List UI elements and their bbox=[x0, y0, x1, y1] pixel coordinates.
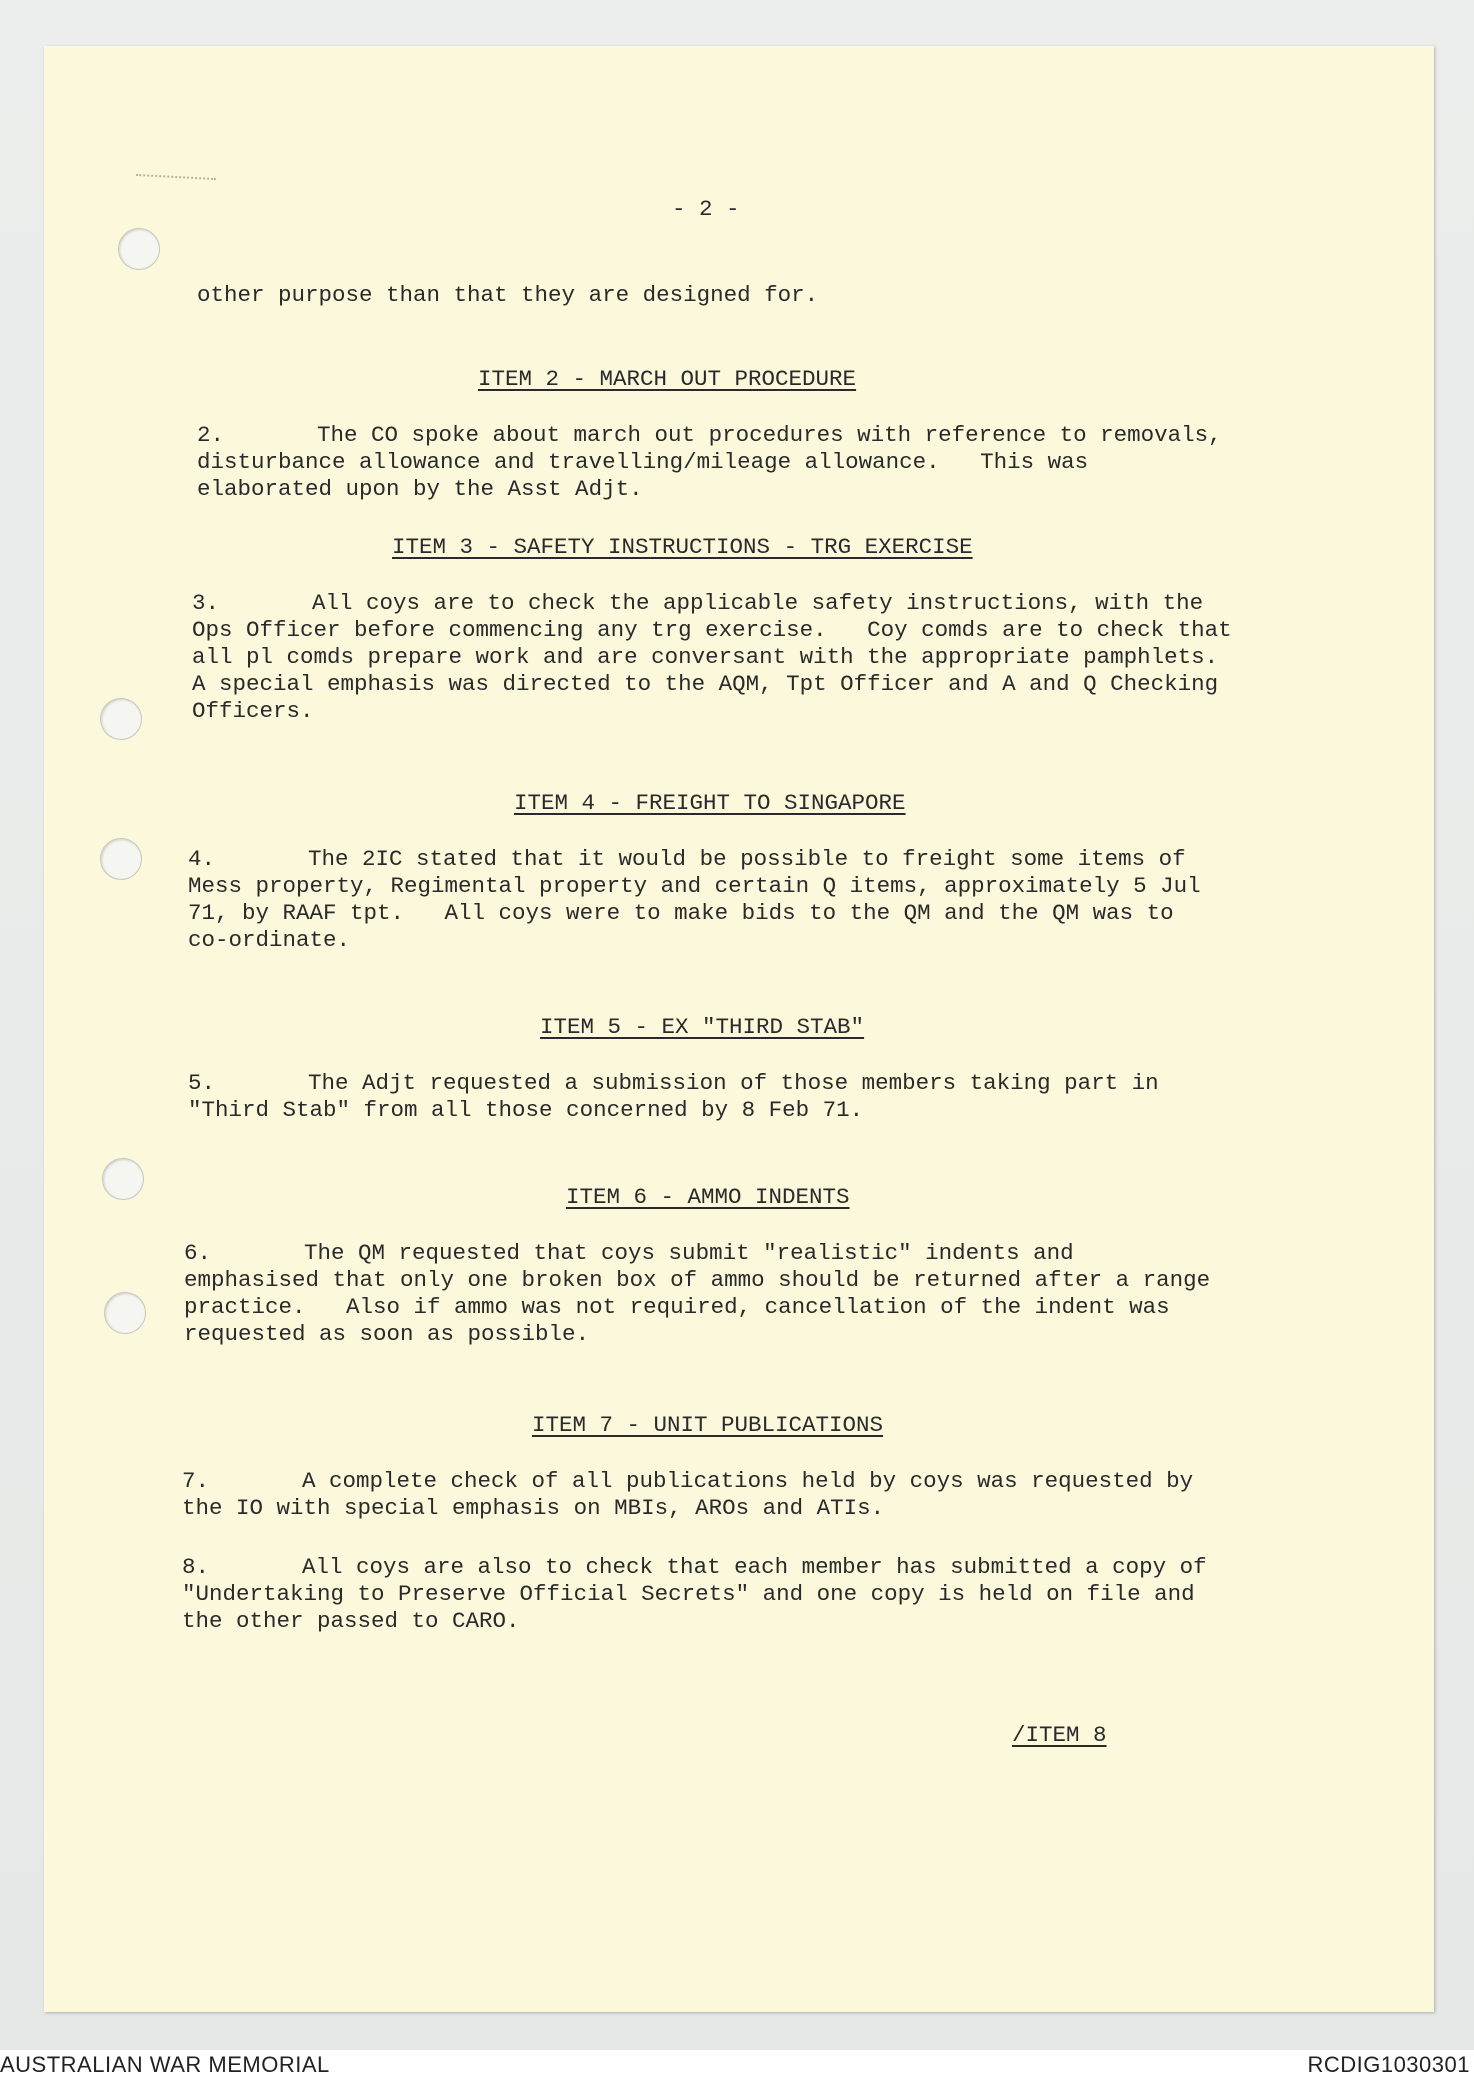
item-7-heading: ITEM 7 - UNIT PUBLICATIONS bbox=[532, 1412, 884, 1438]
paragraph-line: all pl comds prepare work and are conversant with the appropriate pamphlets. bbox=[192, 644, 1219, 670]
paragraph-line: the IO with special emphasis on MBIs, AROs and ATIs. bbox=[182, 1495, 885, 1521]
paragraph-number: 5. bbox=[188, 1070, 216, 1096]
paragraph-line: Ops Officer before commencing any trg exercise. Coy comds are to check that bbox=[192, 617, 1232, 643]
paragraph-6 bbox=[184, 1240, 1210, 1348]
paragraph-line: disturbance allowance and travelling/mileage allowance. This was bbox=[197, 449, 1089, 475]
paragraph-number: 8. bbox=[182, 1554, 210, 1580]
document-page bbox=[44, 46, 1434, 2012]
paragraph-number: 4. bbox=[188, 846, 216, 872]
paragraph-line: 2. The CO spoke about march out procedures with reference to removals, bbox=[197, 422, 1222, 448]
paragraph-line: 7. A complete check of all publications held by coys was requested by bbox=[182, 1468, 1194, 1494]
paragraph-line: Mess property, Regimental property and certain Q items, approximately 5 Jul bbox=[188, 873, 1201, 899]
paragraph-line: requested as soon as possible. bbox=[184, 1321, 590, 1347]
paragraph-8 bbox=[182, 1554, 1207, 1635]
paragraph-5 bbox=[188, 1070, 1159, 1124]
paragraph-line: elaborated upon by the Asst Adjt. bbox=[197, 476, 643, 502]
paragraph-line: "Third Stab" from all those concerned by 8 Feb 71. bbox=[188, 1097, 864, 1123]
item-2-heading: ITEM 2 - MARCH OUT PROCEDURE bbox=[478, 366, 857, 392]
punch-hole bbox=[102, 1158, 144, 1200]
item-3-heading: ITEM 3 - SAFETY INSTRUCTIONS - TRG EXERCISE bbox=[392, 534, 973, 560]
paragraph-4 bbox=[188, 846, 1201, 954]
paragraph-number: 3. bbox=[192, 590, 220, 616]
paragraph-line: the other passed to CARO. bbox=[182, 1608, 520, 1634]
footer-record-id: RCDIG1030301 bbox=[1307, 2052, 1470, 2077]
paragraph-7 bbox=[182, 1468, 1193, 1522]
footer-source-label: AUSTRALIAN WAR MEMORIAL bbox=[0, 2052, 330, 2077]
punch-hole bbox=[104, 1292, 146, 1334]
paragraph-line: 8. All coys are also to check that each member has submitted a copy of bbox=[182, 1554, 1207, 1580]
continuation-text: other purpose than that they are designed for. bbox=[197, 282, 819, 308]
item-6-heading: ITEM 6 - AMMO INDENTS bbox=[566, 1184, 850, 1210]
paragraph-line: co-ordinate. bbox=[188, 927, 351, 953]
punch-hole bbox=[118, 228, 160, 270]
paragraph-line: A special emphasis was directed to the AQM, Tpt Officer and A and Q Checking bbox=[192, 671, 1219, 697]
paragraph-line: emphasised that only one broken box of ammo should be returned after a range bbox=[184, 1267, 1211, 1293]
paragraph-3 bbox=[192, 590, 1232, 725]
item-4-heading: ITEM 4 - FREIGHT TO SINGAPORE bbox=[514, 790, 906, 816]
paragraph-line: Officers. bbox=[192, 698, 314, 724]
paragraph-number: 7. bbox=[182, 1468, 210, 1494]
pencil-mark bbox=[136, 174, 216, 186]
paragraph-2 bbox=[197, 422, 1222, 503]
paragraph-line: "Undertaking to Preserve Official Secrets" and one copy is held on file and bbox=[182, 1581, 1195, 1607]
paragraph-number: 6. bbox=[184, 1240, 212, 1266]
paragraph-line: 6. The QM requested that coys submit "realistic" indents and bbox=[184, 1240, 1074, 1266]
paragraph-line: 71, by RAAF tpt. All coys were to make bids to the QM and the QM was to bbox=[188, 900, 1174, 926]
paragraph-number: 2. bbox=[197, 422, 225, 448]
next-page-reference: /ITEM 8 bbox=[1012, 1722, 1107, 1748]
page-number: - 2 - bbox=[672, 196, 740, 222]
paragraph-line: practice. Also if ammo was not required, cancellation of the indent was bbox=[184, 1294, 1170, 1320]
paragraph-line: 4. The 2IC stated that it would be possible to freight some items of bbox=[188, 846, 1186, 872]
item-5-heading: ITEM 5 - EX "THIRD STAB" bbox=[540, 1014, 865, 1040]
paragraph-line: 5. The Adjt requested a submission of those members taking part in bbox=[188, 1070, 1159, 1096]
punch-hole bbox=[100, 838, 142, 880]
punch-hole bbox=[100, 698, 142, 740]
paragraph-line: 3. All coys are to check the applicable safety instructions, with the bbox=[192, 590, 1204, 616]
